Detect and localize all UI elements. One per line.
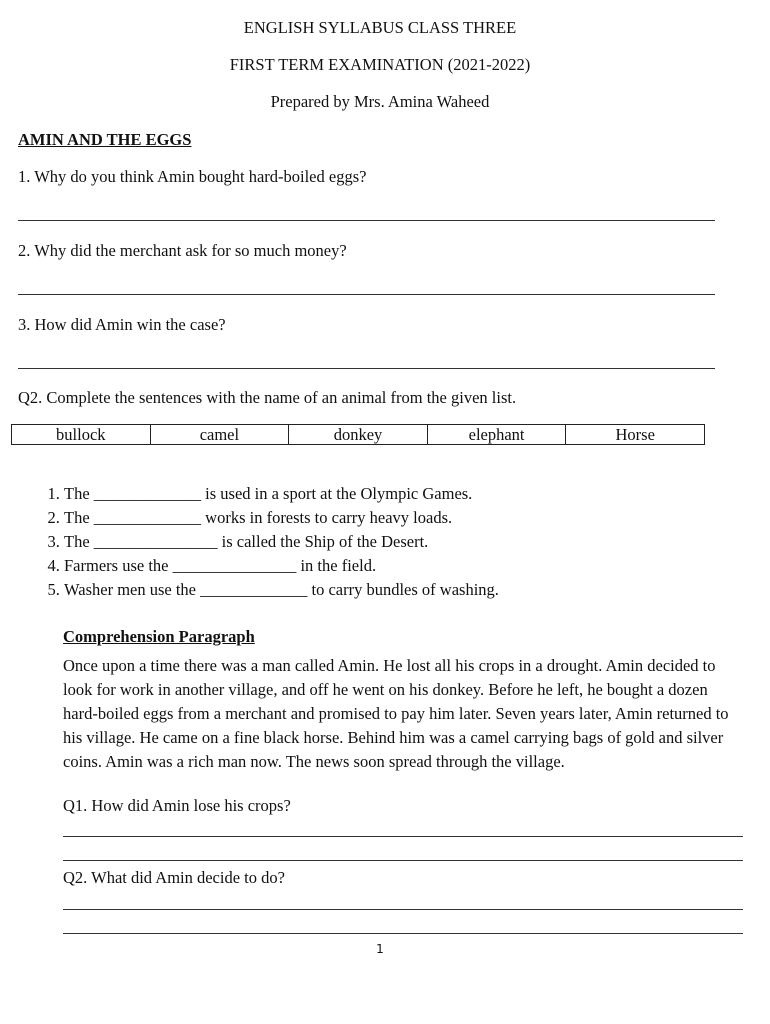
comprehension-question-2: Q2. What did Amin decide to do? [63,868,285,887]
doc-title: ENGLISH SYLLABUS CLASS THREE [243,18,517,37]
animal-list-table [11,424,705,445]
list-item: 3. The _______________ is called the Ship of the Desert. [64,530,499,554]
list-item: 2. The _____________ works in forests to carry heavy loads. [64,506,499,530]
list-item: 5. Washer men use the _____________ to carry bundles of washing. [64,578,499,602]
q2-instruction: Q2. Complete the sentences with the name of an animal from the given list. [18,388,517,407]
prepared-by: Prepared by Mrs. Amina Waheed [270,92,490,111]
page-number: 1 [376,942,384,956]
answer-line-1 [18,220,715,221]
comprehension-question-1: Q1. How did Amin lose his crops? [63,796,291,815]
answer-line-4 [63,836,743,837]
list-item: 1. The _____________ is used in a sport at the Olympic Games. [64,482,499,506]
comprehension-title: Comprehension Paragraph [63,627,255,646]
list-item: 4. Farmers use the _______________ in the field. [64,554,499,578]
table-row [12,425,705,445]
fill-in-sentences [28,482,499,602]
animal-cell: donkey [289,425,428,445]
question-3: 3. How did Amin win the case? [18,315,226,334]
question-2: 2. Why did the merchant ask for so much money? [18,241,347,260]
comprehension-paragraph: Once upon a time there was a man called Amin. He lost all his crops in a drought. Amin decided to look for work in another village, and off he went on his donkey. Before he left, he bought a dozen hard-boiled eggs from a merchant and promised to pay him later. Seven years later, Amin returned to his village. He came on a fine black horse. Behind him was a camel carrying bags of gold and silver coins. Amin was a rich man now. The news soon spread through the village. [63,656,729,771]
animal-cell: elephant [427,425,566,445]
exam-title: FIRST TERM EXAMINATION (2021-2022) [229,55,531,74]
question-1: 1. Why do you think Amin bought hard-boiled eggs? [18,167,367,186]
animal-cell: bullock [12,425,151,445]
animal-cell: camel [150,425,289,445]
section-title: AMIN AND THE EGGS [18,130,192,149]
answer-line-2 [18,294,715,295]
answer-line-6 [63,909,743,910]
answer-line-5 [63,860,743,861]
answer-line-7 [63,933,743,934]
answer-line-3 [18,368,715,369]
animal-cell: Horse [566,425,705,445]
